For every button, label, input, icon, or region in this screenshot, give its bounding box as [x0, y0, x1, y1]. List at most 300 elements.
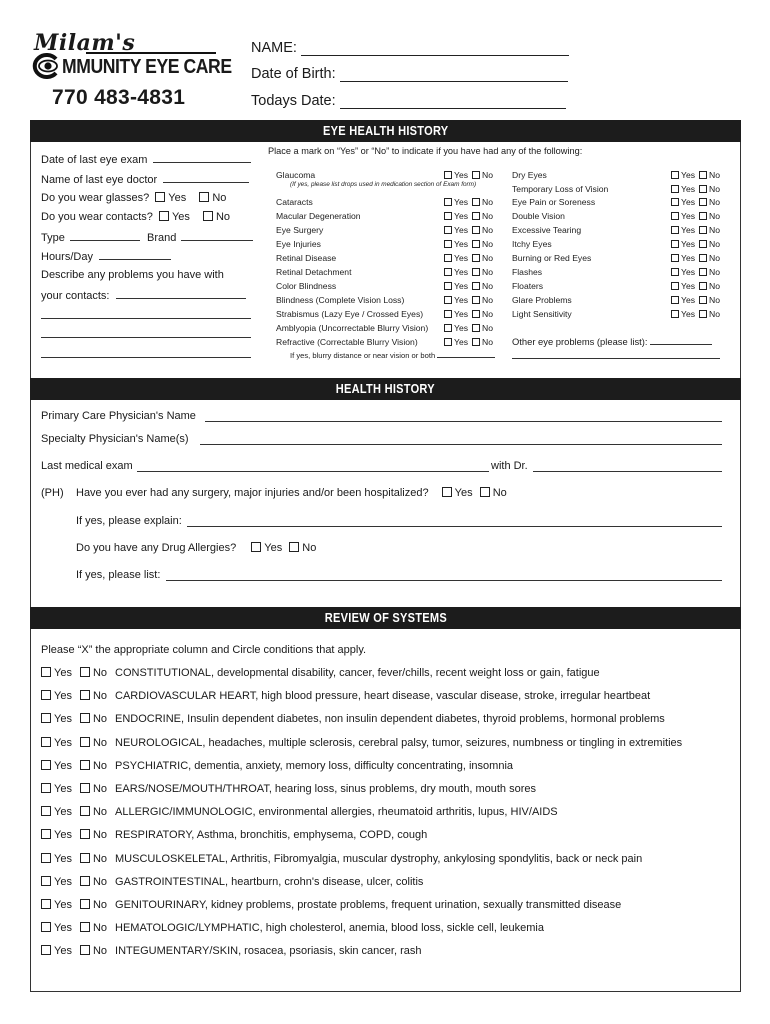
eye-condition-yes-no — [444, 309, 493, 319]
last-exam-line[interactable] — [153, 153, 251, 163]
eye-health-title: EYE HEALTH HISTORY — [322, 123, 449, 138]
eye-condition-label: Excessive Tearing — [512, 225, 582, 235]
eye-condition-b2-yes-checkbox[interactable] — [671, 185, 679, 193]
eye-condition-yes-no — [671, 295, 720, 305]
eye-condition-9-yes-checkbox[interactable] — [444, 296, 452, 304]
review-no-label: No — [92, 829, 108, 842]
eye-condition-b11-yes-label: Yes — [681, 309, 696, 319]
review-row — [41, 853, 642, 865]
eye-condition-yes-no — [671, 184, 720, 194]
other-problems-label: Other eye problems (please list): — [512, 336, 648, 347]
review-no-label: No — [92, 759, 108, 772]
eye-condition-b4-yes-label: Yes — [681, 211, 696, 221]
eye-condition-7-no-label: No — [482, 267, 494, 277]
eye-condition-6-yes-checkbox[interactable] — [444, 254, 452, 262]
review-yes-checkbox[interactable] — [41, 760, 51, 770]
eye-condition-label: Color Blindness — [276, 281, 337, 291]
eye-condition-label: Cataracts — [276, 197, 313, 207]
eye-condition-b7-yes-checkbox[interactable] — [671, 254, 679, 262]
eye-condition-yes-no — [671, 267, 720, 277]
clinic-logo — [30, 30, 230, 114]
describe-line-3[interactable] — [41, 337, 251, 338]
review-no-label: No — [92, 852, 108, 865]
review-yes-label: Yes — [54, 736, 72, 749]
other-problems-field[interactable] — [512, 336, 712, 347]
eye-condition-8-yes-label: Yes — [454, 281, 469, 291]
last-medical-label: Last medical exam — [41, 460, 133, 472]
eye-condition-b10-no-checkbox[interactable] — [699, 296, 707, 304]
contacts-yes-label: Yes — [171, 211, 190, 223]
eye-condition-b4-no-checkbox[interactable] — [699, 212, 707, 220]
eye-condition-yes-no — [671, 211, 720, 221]
eye-condition-b9-yes-label: Yes — [681, 281, 696, 291]
review-item-text: GASTROINTESTINAL, heartburn, crohn's disease, ulcer, colitis — [115, 875, 424, 888]
with-dr-line[interactable] — [533, 471, 722, 472]
review-yes-checkbox[interactable] — [41, 899, 51, 909]
name-field[interactable] — [251, 40, 569, 56]
contacts-no-checkbox[interactable] — [203, 211, 213, 221]
review-yes-label: Yes — [54, 945, 72, 958]
review-no-checkbox[interactable] — [80, 806, 90, 816]
glasses-yes-label: Yes — [168, 192, 187, 204]
eye-condition-label: Retinal Detachment — [276, 267, 352, 277]
eye-condition-b9-no-checkbox[interactable] — [699, 282, 707, 290]
eye-condition-b11-yes-checkbox[interactable] — [671, 310, 679, 318]
eye-condition-10-no-label: No — [482, 309, 494, 319]
describe-label-1: Describe any problems you have with — [41, 269, 224, 281]
health-history-title-bar — [30, 378, 741, 400]
review-item-text: EARS/NOSE/MOUTH/THROAT, hearing loss, sinus problems, dry mouth, mouth sores — [115, 783, 536, 795]
surgery-no-checkbox[interactable] — [480, 487, 490, 497]
review-item-text: PSYCHIATRIC, dementia, anxiety, memory loss, difficulty concentrating, insomnia — [115, 759, 514, 772]
eye-condition-9-no-label: No — [482, 295, 494, 305]
eye-condition-b1-no-checkbox[interactable] — [699, 171, 707, 179]
review-no-label: No — [92, 875, 108, 888]
eye-condition-12-yes-label: Yes — [454, 337, 469, 347]
eye-condition-3-yes-checkbox[interactable] — [444, 212, 452, 220]
review-yes-checkbox[interactable] — [41, 945, 51, 955]
surgery-question — [76, 487, 507, 499]
eye-condition-yes-no — [444, 253, 493, 263]
review-no-checkbox[interactable] — [80, 853, 90, 863]
review-yes-label: Yes — [54, 690, 72, 703]
review-no-label: No — [92, 736, 108, 749]
eye-logo-icon — [30, 53, 64, 79]
refractive-note-field[interactable] — [290, 350, 495, 360]
review-yes-label: Yes — [54, 922, 72, 935]
eye-condition-4-yes-label: Yes — [454, 225, 469, 235]
review-no-label: No — [92, 922, 108, 935]
name-line[interactable] — [301, 42, 569, 56]
glasses-label: Do you wear glasses? — [41, 192, 150, 204]
review-yes-checkbox[interactable] — [41, 713, 51, 723]
explain-line[interactable] — [187, 526, 722, 527]
describe-line-2[interactable] — [41, 318, 251, 319]
contacts-label: Do you wear contacts? — [41, 211, 153, 223]
review-row — [41, 806, 558, 818]
eye-condition-label: Amblyopia (Uncorrectable Blurry Vision) — [276, 323, 429, 333]
review-yes-checkbox[interactable] — [41, 667, 51, 677]
eye-condition-b9-no-label: No — [709, 281, 721, 291]
eye-condition-yes-no — [444, 295, 493, 305]
eye-condition-1-yes-checkbox[interactable] — [444, 171, 452, 179]
review-no-label: No — [92, 690, 108, 703]
eye-condition-b9-yes-checkbox[interactable] — [671, 282, 679, 290]
eye-condition-yes-no — [444, 197, 493, 207]
eye-condition-b8-no-checkbox[interactable] — [699, 268, 707, 276]
hours-label: Hours/Day — [41, 251, 93, 263]
logo-script-text: Milam's — [34, 30, 136, 56]
eye-condition-label: Eye Pain or Soreness — [512, 197, 596, 207]
eye-condition-yes-no — [671, 170, 720, 180]
today-line[interactable] — [340, 95, 566, 109]
review-item-text: NEUROLOGICAL, headaches, multiple sclerosis, cerebral palsy, tumor, seizures, numbness or tingling in extremities — [115, 736, 683, 749]
review-row — [41, 667, 600, 679]
eye-condition-b8-no-label: No — [709, 267, 721, 277]
eye-condition-5-no-label: No — [482, 239, 494, 249]
specialty-physician-label: Specialty Physician's Name(s) — [41, 433, 189, 445]
review-no-checkbox[interactable] — [80, 945, 90, 955]
eye-condition-5-no-checkbox[interactable] — [472, 240, 480, 248]
eye-condition-b3-no-checkbox[interactable] — [699, 198, 707, 206]
last-doctor-line[interactable] — [163, 173, 249, 183]
eye-condition-label: Double Vision — [512, 211, 565, 221]
eye-condition-b2-yes-label: Yes — [681, 184, 696, 194]
eye-condition-yes-no — [671, 253, 720, 263]
review-yes-label: Yes — [54, 899, 72, 911]
brand-label: Brand — [146, 232, 177, 244]
contacts-yes-checkbox[interactable] — [159, 211, 169, 221]
describe-label-2: your contacts: — [41, 290, 110, 302]
review-no-checkbox[interactable] — [80, 690, 90, 700]
last-exam-field[interactable] — [41, 153, 251, 166]
eye-condition-12-no-checkbox[interactable] — [472, 338, 480, 346]
glasses-no-checkbox[interactable] — [199, 192, 209, 202]
review-no-checkbox[interactable] — [80, 899, 90, 909]
review-yes-label: Yes — [54, 829, 72, 842]
eye-condition-label: Floaters — [512, 281, 544, 291]
eye-condition-label: Blindness (Complete Vision Loss) — [276, 295, 405, 305]
review-no-label: No — [92, 783, 108, 795]
review-item-text: ENDOCRINE, Insulin dependent diabetes, non insulin dependent diabetes, thyroid problems, hormonal problems — [115, 713, 665, 726]
eye-condition-label: Glare Problems — [512, 295, 572, 305]
review-no-checkbox[interactable] — [80, 667, 90, 677]
eye-condition-9-no-checkbox[interactable] — [472, 296, 480, 304]
eye-condition-b4-no-label: No — [709, 211, 721, 221]
today-label: Todays Date: — [251, 93, 336, 109]
other-problems-line-2[interactable] — [512, 358, 720, 359]
type-label: Type — [41, 232, 65, 244]
review-yes-checkbox[interactable] — [41, 876, 51, 886]
eye-condition-6-no-checkbox[interactable] — [472, 254, 480, 262]
review-title: REVIEW OF SYSTEMS — [324, 610, 447, 625]
eye-condition-3-no-label: No — [482, 211, 494, 221]
eye-condition-11-yes-label: Yes — [454, 323, 469, 333]
review-instruction: Please “X” the appropriate column and Circle conditions that apply. — [41, 644, 367, 656]
eye-condition-b4-yes-checkbox[interactable] — [671, 212, 679, 220]
review-row — [41, 899, 621, 911]
eye-condition-1-no-label: No — [482, 170, 494, 180]
eye-condition-4-no-label: No — [482, 225, 494, 235]
review-row — [41, 783, 536, 795]
review-item-text: MUSCULOSKELETAL, Arthritis, Fibromyalgia, muscular dystrophy, ankylosing spondylitis, back or neck pain — [115, 852, 643, 865]
eye-condition-b10-yes-checkbox[interactable] — [671, 296, 679, 304]
eye-condition-label: Refractive (Correctable Blurry Vision) — [276, 337, 418, 347]
eye-condition-label: Dry Eyes — [512, 170, 547, 180]
review-no-checkbox[interactable] — [80, 737, 90, 747]
eye-health-title-bar — [30, 120, 741, 142]
eye-condition-4-yes-checkbox[interactable] — [444, 226, 452, 234]
eye-condition-10-no-checkbox[interactable] — [472, 310, 480, 318]
glaucoma-note: (If yes, please list drops used in medication section of Exam form) — [290, 181, 477, 188]
contacts-question — [41, 211, 230, 223]
eye-condition-yes-no — [671, 225, 720, 235]
review-yes-label: Yes — [54, 667, 72, 679]
eye-condition-label: Eye Injuries — [276, 239, 321, 249]
allergies-question — [76, 542, 316, 554]
eye-condition-yes-no — [444, 337, 493, 347]
primary-physician-line[interactable] — [205, 421, 722, 422]
review-yes-checkbox[interactable] — [41, 806, 51, 816]
describe-field[interactable] — [41, 289, 246, 302]
eye-condition-yes-no — [671, 309, 720, 319]
review-no-checkbox[interactable] — [80, 876, 90, 886]
eye-condition-label: Flashes — [512, 267, 543, 277]
eye-condition-2-no-label: No — [482, 197, 494, 207]
review-row — [41, 829, 427, 841]
eye-condition-9-yes-label: Yes — [454, 295, 469, 305]
review-no-label: No — [92, 945, 108, 958]
eye-condition-10-yes-label: Yes — [454, 309, 469, 319]
eye-condition-b11-no-checkbox[interactable] — [699, 310, 707, 318]
review-no-label: No — [92, 899, 108, 911]
eye-condition-label: Strabismus (Lazy Eye / Crossed Eyes) — [276, 309, 424, 319]
review-title-bar — [30, 607, 741, 629]
specialty-physician-line[interactable] — [200, 444, 722, 445]
review-row — [41, 713, 665, 725]
review-yes-checkbox[interactable] — [41, 853, 51, 863]
eye-condition-12-yes-checkbox[interactable] — [444, 338, 452, 346]
eye-condition-b5-yes-checkbox[interactable] — [671, 226, 679, 234]
review-no-checkbox[interactable] — [80, 783, 90, 793]
eye-condition-4-no-checkbox[interactable] — [472, 226, 480, 234]
eye-condition-b1-yes-label: Yes — [681, 170, 696, 180]
surgery-no-label: No — [492, 487, 507, 499]
eye-condition-b7-no-label: No — [709, 253, 721, 263]
review-row — [41, 737, 682, 749]
eye-condition-1-yes-label: Yes — [454, 170, 469, 180]
eye-condition-b11-no-label: No — [709, 309, 721, 319]
review-no-label: No — [92, 806, 108, 819]
review-no-checkbox[interactable] — [80, 829, 90, 839]
eye-condition-2-no-checkbox[interactable] — [472, 198, 480, 206]
allergies-label: Do you have any Drug Allergies? — [76, 542, 237, 554]
eye-condition-12-no-label: No — [482, 337, 494, 347]
review-yes-label: Yes — [54, 806, 72, 819]
logo-main-text: MMUNITY EYE CARE — [62, 56, 232, 78]
ph-label: (PH) — [41, 487, 64, 499]
eye-condition-yes-no — [444, 225, 493, 235]
review-no-checkbox[interactable] — [80, 922, 90, 932]
review-no-label: No — [92, 667, 108, 679]
eye-condition-yes-no — [671, 239, 720, 249]
allergies-yes-label: Yes — [264, 542, 283, 554]
refractive-note: If yes, blurry distance or near vision or both — [290, 351, 436, 360]
eye-condition-b6-no-label: No — [709, 239, 721, 249]
eye-condition-label: Light Sensitivity — [512, 309, 572, 319]
review-row — [41, 922, 544, 934]
eye-condition-b2-no-checkbox[interactable] — [699, 185, 707, 193]
last-exam-label: Date of last eye exam — [41, 154, 148, 166]
eye-condition-5-yes-checkbox[interactable] — [444, 240, 452, 248]
last-doctor-label: Name of last eye doctor — [41, 174, 158, 186]
contacts-no-label: No — [215, 211, 231, 223]
eye-condition-8-yes-checkbox[interactable] — [444, 282, 452, 290]
describe-line-1[interactable] — [116, 289, 246, 299]
review-item-text: CARDIOVASCULAR HEART, high blood pressure, heart disease, vascular disease, stroke, irregular heartbeat — [115, 690, 651, 703]
eye-condition-7-no-checkbox[interactable] — [472, 268, 480, 276]
eye-condition-b5-no-checkbox[interactable] — [699, 226, 707, 234]
review-row — [41, 876, 423, 888]
today-field[interactable] — [251, 93, 566, 109]
glasses-question — [41, 192, 226, 204]
eye-condition-label: Macular Degeneration — [276, 211, 361, 221]
eye-condition-yes-no — [444, 211, 493, 221]
allergies-no-checkbox[interactable] — [289, 542, 299, 552]
primary-physician-label: Primary Care Physician's Name — [41, 410, 196, 422]
eye-condition-b1-yes-checkbox[interactable] — [671, 171, 679, 179]
review-yes-checkbox[interactable] — [41, 737, 51, 747]
review-yes-label: Yes — [54, 713, 72, 726]
with-dr-label: with Dr. — [491, 460, 528, 472]
dob-field[interactable] — [251, 66, 568, 82]
eye-condition-yes-no — [444, 170, 493, 180]
review-row — [41, 690, 650, 702]
eye-condition-b6-no-checkbox[interactable] — [699, 240, 707, 248]
eye-condition-yes-no — [444, 323, 493, 333]
hours-field[interactable] — [41, 250, 171, 263]
eye-condition-1-no-checkbox[interactable] — [472, 171, 480, 179]
type-line[interactable] — [70, 231, 140, 241]
eye-condition-yes-no — [444, 239, 493, 249]
allergies-yes-checkbox[interactable] — [251, 542, 261, 552]
eye-condition-2-yes-checkbox[interactable] — [444, 198, 452, 206]
describe-line-4[interactable] — [41, 357, 251, 358]
review-no-checkbox[interactable] — [80, 713, 90, 723]
eye-condition-label: Burning or Red Eyes — [512, 253, 592, 263]
eye-condition-11-no-label: No — [482, 323, 494, 333]
eye-condition-b3-yes-checkbox[interactable] — [671, 198, 679, 206]
eye-condition-7-yes-checkbox[interactable] — [444, 268, 452, 276]
eye-condition-b3-no-label: No — [709, 197, 721, 207]
surgery-yes-label: Yes — [454, 487, 473, 499]
review-yes-label: Yes — [54, 852, 72, 865]
review-no-label: No — [92, 713, 108, 726]
allergies-no-label: No — [302, 542, 317, 554]
review-item-text: ALLERGIC/IMMUNOLOGIC, environmental allergies, rheumatoid arthritis, lupus, HIV/AIDS — [115, 806, 558, 819]
review-item-text: CONSTITUTIONAL, developmental disability, cancer, fever/chills, recent weight loss or gain, fatigue — [115, 667, 600, 679]
review-yes-label: Yes — [54, 759, 72, 772]
eye-condition-b8-yes-checkbox[interactable] — [671, 268, 679, 276]
review-yes-checkbox[interactable] — [41, 922, 51, 932]
list-label: If yes, please list: — [76, 569, 161, 581]
review-yes-checkbox[interactable] — [41, 783, 51, 793]
eye-condition-8-no-label: No — [482, 281, 494, 291]
eye-condition-b1-no-label: No — [709, 170, 721, 180]
type-brand-field[interactable] — [41, 231, 253, 244]
eye-condition-b10-no-label: No — [709, 295, 721, 305]
brand-line[interactable] — [181, 231, 253, 241]
eye-condition-b8-yes-label: Yes — [681, 267, 696, 277]
review-yes-checkbox[interactable] — [41, 829, 51, 839]
eye-condition-11-yes-checkbox[interactable] — [444, 324, 452, 332]
review-yes-checkbox[interactable] — [41, 690, 51, 700]
review-item-text: INTEGUMENTARY/SKIN, rosacea, psoriasis, skin cancer, rash — [115, 945, 422, 958]
last-doctor-field[interactable] — [41, 173, 249, 186]
other-problems-line-1[interactable] — [650, 336, 712, 345]
eye-condition-5-yes-label: Yes — [454, 239, 469, 249]
surgery-label: Have you ever had any surgery, major injuries and/or been hospitalized? — [76, 487, 429, 499]
eye-condition-yes-no — [671, 197, 720, 207]
eye-condition-yes-no — [671, 281, 720, 291]
eye-condition-2-yes-label: Yes — [454, 197, 469, 207]
name-label: NAME: — [251, 40, 297, 56]
eye-condition-6-yes-label: Yes — [454, 253, 469, 263]
review-yes-label: Yes — [54, 875, 72, 888]
list-line[interactable] — [166, 580, 722, 581]
eye-condition-10-yes-checkbox[interactable] — [444, 310, 452, 318]
eye-condition-7-yes-label: Yes — [454, 267, 469, 277]
eye-condition-b10-yes-label: Yes — [681, 295, 696, 305]
review-no-checkbox[interactable] — [80, 760, 90, 770]
eye-condition-b5-no-label: No — [709, 225, 721, 235]
eye-condition-label: Eye Surgery — [276, 225, 324, 235]
refractive-note-line[interactable] — [437, 350, 495, 358]
eye-condition-yes-no — [444, 267, 493, 277]
review-item-text: RESPIRATORY, Asthma, bronchitis, emphysema, COPD, cough — [115, 829, 428, 842]
explain-label: If yes, please explain: — [76, 515, 182, 527]
glasses-yes-checkbox[interactable] — [155, 192, 165, 202]
review-item-text: GENITOURINARY, kidney problems, prostate problems, frequent urination, sexually transmitted disease — [115, 899, 622, 911]
hours-line[interactable] — [99, 250, 171, 260]
logo-rule — [86, 52, 216, 54]
review-item-text: HEMATOLOGIC/LYMPHATIC, high cholesterol, anemia, blood loss, sickle cell, leukemia — [115, 922, 544, 935]
eye-condition-label: Itchy Eyes — [512, 239, 552, 249]
review-row — [41, 760, 513, 772]
eye-condition-8-no-checkbox[interactable] — [472, 282, 480, 290]
surgery-yes-checkbox[interactable] — [442, 487, 452, 497]
eye-condition-b3-yes-label: Yes — [681, 197, 696, 207]
eye-condition-label: Retinal Disease — [276, 253, 337, 263]
eye-condition-yes-no — [444, 281, 493, 291]
last-medical-line[interactable] — [137, 471, 489, 472]
eye-condition-b6-yes-checkbox[interactable] — [671, 240, 679, 248]
clinic-phone: 770 483-4831 — [52, 86, 186, 109]
dob-line[interactable] — [340, 68, 568, 82]
review-row — [41, 945, 421, 957]
eye-condition-11-no-checkbox[interactable] — [472, 324, 480, 332]
glasses-no-label: No — [212, 192, 227, 204]
eye-condition-b7-no-checkbox[interactable] — [699, 254, 707, 262]
eye-condition-label: Glaucoma — [276, 170, 316, 180]
eye-health-instruction: Place a mark on “Yes” or “No” to indicate if you have had any of the following: — [268, 146, 583, 156]
eye-condition-6-no-label: No — [482, 253, 494, 263]
review-yes-label: Yes — [54, 783, 72, 795]
eye-condition-b6-yes-label: Yes — [681, 239, 696, 249]
eye-condition-3-no-checkbox[interactable] — [472, 212, 480, 220]
eye-condition-b2-no-label: No — [709, 184, 721, 194]
eye-condition-b5-yes-label: Yes — [681, 225, 696, 235]
